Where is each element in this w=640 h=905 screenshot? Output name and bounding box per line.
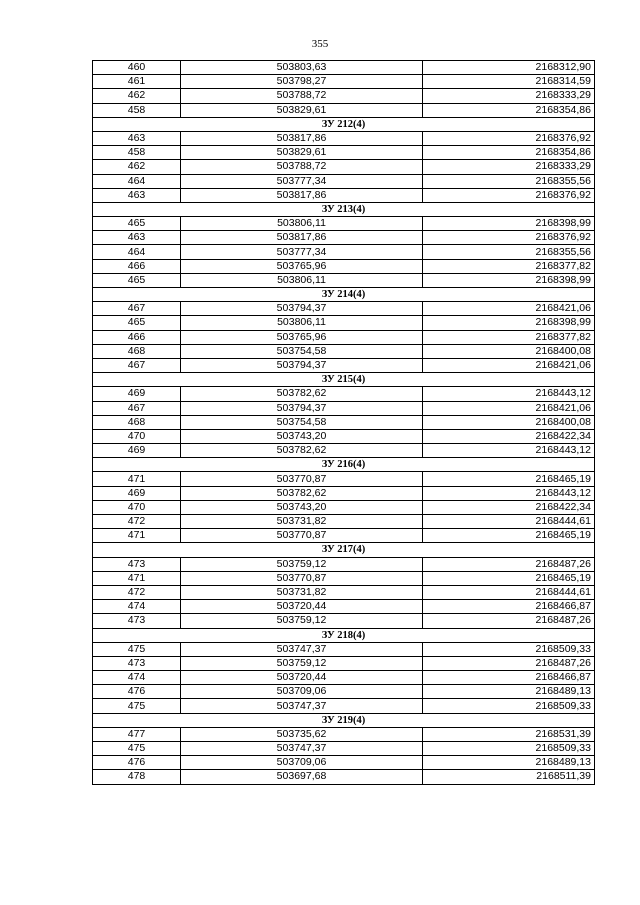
point-number-cell: 475 <box>93 699 181 713</box>
x-coordinate-cell: 503803,63 <box>181 61 423 75</box>
x-coordinate-cell: 503754,58 <box>181 415 423 429</box>
section-title: ЗУ 215(4) <box>93 373 595 387</box>
y-coordinate-cell: 2168466,87 <box>423 600 595 614</box>
x-coordinate-cell: 503788,72 <box>181 89 423 103</box>
x-coordinate-cell: 503765,96 <box>181 259 423 273</box>
section-title: ЗУ 219(4) <box>93 713 595 727</box>
point-number-cell: 458 <box>93 146 181 160</box>
x-coordinate-cell: 503806,11 <box>181 217 423 231</box>
table-row <box>93 174 595 188</box>
x-coordinate-cell: 503829,61 <box>181 103 423 117</box>
point-number-cell: 464 <box>93 245 181 259</box>
x-coordinate-cell: 503770,87 <box>181 571 423 585</box>
section-title: ЗУ 218(4) <box>93 628 595 642</box>
x-coordinate-cell: 503709,06 <box>181 685 423 699</box>
section-header-row <box>93 628 595 642</box>
section-header-row <box>93 373 595 387</box>
point-number-cell: 474 <box>93 671 181 685</box>
point-number-cell: 470 <box>93 500 181 514</box>
table-row <box>93 302 595 316</box>
y-coordinate-cell: 2168509,33 <box>423 742 595 756</box>
y-coordinate-cell: 2168421,06 <box>423 401 595 415</box>
x-coordinate-cell: 503754,58 <box>181 344 423 358</box>
point-number-cell: 467 <box>93 401 181 415</box>
x-coordinate-cell: 503770,87 <box>181 472 423 486</box>
point-number-cell: 477 <box>93 727 181 741</box>
point-number-cell: 461 <box>93 75 181 89</box>
section-header-row <box>93 288 595 302</box>
section-title: ЗУ 213(4) <box>93 202 595 216</box>
table-row <box>93 727 595 741</box>
y-coordinate-cell: 2168444,61 <box>423 515 595 529</box>
point-number-cell: 467 <box>93 358 181 372</box>
point-number-cell: 470 <box>93 429 181 443</box>
point-number-cell: 466 <box>93 330 181 344</box>
y-coordinate-cell: 2168314,59 <box>423 75 595 89</box>
y-coordinate-cell: 2168376,92 <box>423 188 595 202</box>
section-title: ЗУ 212(4) <box>93 117 595 131</box>
x-coordinate-cell: 503806,11 <box>181 273 423 287</box>
y-coordinate-cell: 2168487,26 <box>423 614 595 628</box>
section-title: ЗУ 214(4) <box>93 288 595 302</box>
point-number-cell: 462 <box>93 89 181 103</box>
x-coordinate-cell: 503697,68 <box>181 770 423 784</box>
table-row <box>93 557 595 571</box>
y-coordinate-cell: 2168509,33 <box>423 699 595 713</box>
x-coordinate-cell: 503747,37 <box>181 742 423 756</box>
table-row <box>93 103 595 117</box>
table-row <box>93 571 595 585</box>
point-number-cell: 458 <box>93 103 181 117</box>
y-coordinate-cell: 2168443,12 <box>423 486 595 500</box>
table-row <box>93 146 595 160</box>
y-coordinate-cell: 2168400,08 <box>423 415 595 429</box>
point-number-cell: 469 <box>93 387 181 401</box>
point-number-cell: 473 <box>93 557 181 571</box>
x-coordinate-cell: 503747,37 <box>181 642 423 656</box>
y-coordinate-cell: 2168333,29 <box>423 89 595 103</box>
x-coordinate-cell: 503788,72 <box>181 160 423 174</box>
x-coordinate-cell: 503817,86 <box>181 231 423 245</box>
x-coordinate-cell: 503806,11 <box>181 316 423 330</box>
point-number-cell: 473 <box>93 656 181 670</box>
point-number-cell: 460 <box>93 61 181 75</box>
point-number-cell: 471 <box>93 529 181 543</box>
table-row <box>93 429 595 443</box>
y-coordinate-cell: 2168398,99 <box>423 217 595 231</box>
y-coordinate-cell: 2168377,82 <box>423 330 595 344</box>
point-number-cell: 462 <box>93 160 181 174</box>
table-row <box>93 656 595 670</box>
table-row <box>93 529 595 543</box>
y-coordinate-cell: 2168398,99 <box>423 273 595 287</box>
point-number-cell: 467 <box>93 302 181 316</box>
y-coordinate-cell: 2168487,26 <box>423 557 595 571</box>
y-coordinate-cell: 2168398,99 <box>423 316 595 330</box>
table-row <box>93 742 595 756</box>
point-number-cell: 472 <box>93 515 181 529</box>
table-row <box>93 444 595 458</box>
table-row <box>93 515 595 529</box>
table-row <box>93 160 595 174</box>
section-header-row <box>93 543 595 557</box>
section-header-row <box>93 117 595 131</box>
table-row <box>93 131 595 145</box>
point-number-cell: 468 <box>93 344 181 358</box>
x-coordinate-cell: 503782,62 <box>181 486 423 500</box>
point-number-cell: 466 <box>93 259 181 273</box>
point-number-cell: 476 <box>93 685 181 699</box>
point-number-cell: 465 <box>93 316 181 330</box>
point-number-cell: 465 <box>93 217 181 231</box>
y-coordinate-cell: 2168444,61 <box>423 585 595 599</box>
table-row <box>93 89 595 103</box>
x-coordinate-cell: 503731,82 <box>181 585 423 599</box>
y-coordinate-cell: 2168354,86 <box>423 146 595 160</box>
table-row <box>93 500 595 514</box>
y-coordinate-cell: 2168465,19 <box>423 472 595 486</box>
x-coordinate-cell: 503794,37 <box>181 302 423 316</box>
table-row <box>93 472 595 486</box>
x-coordinate-cell: 503777,34 <box>181 245 423 259</box>
y-coordinate-cell: 2168422,34 <box>423 500 595 514</box>
table-row <box>93 245 595 259</box>
point-number-cell: 474 <box>93 600 181 614</box>
table-row <box>93 273 595 287</box>
table-row <box>93 756 595 770</box>
y-coordinate-cell: 2168489,13 <box>423 756 595 770</box>
y-coordinate-cell: 2168511,39 <box>423 770 595 784</box>
section-header-row <box>93 713 595 727</box>
y-coordinate-cell: 2168465,19 <box>423 571 595 585</box>
table-row <box>93 61 595 75</box>
y-coordinate-cell: 2168531,39 <box>423 727 595 741</box>
table-row <box>93 316 595 330</box>
y-coordinate-cell: 2168333,29 <box>423 160 595 174</box>
x-coordinate-cell: 503782,62 <box>181 444 423 458</box>
point-number-cell: 471 <box>93 571 181 585</box>
table-row <box>93 685 595 699</box>
point-number-cell: 469 <box>93 486 181 500</box>
table-row <box>93 770 595 784</box>
y-coordinate-cell: 2168466,87 <box>423 671 595 685</box>
y-coordinate-cell: 2168355,56 <box>423 174 595 188</box>
table-row <box>93 585 595 599</box>
section-header-row <box>93 202 595 216</box>
table-row <box>93 415 595 429</box>
point-number-cell: 475 <box>93 742 181 756</box>
coordinates-table <box>92 60 595 785</box>
x-coordinate-cell: 503794,37 <box>181 358 423 372</box>
point-number-cell: 468 <box>93 415 181 429</box>
point-number-cell: 475 <box>93 642 181 656</box>
x-coordinate-cell: 503817,86 <box>181 131 423 145</box>
y-coordinate-cell: 2168443,12 <box>423 387 595 401</box>
x-coordinate-cell: 503743,20 <box>181 500 423 514</box>
table-row <box>93 642 595 656</box>
point-number-cell: 471 <box>93 472 181 486</box>
table-row <box>93 401 595 415</box>
point-number-cell: 469 <box>93 444 181 458</box>
table-row <box>93 486 595 500</box>
table-row <box>93 330 595 344</box>
table-row <box>93 231 595 245</box>
y-coordinate-cell: 2168421,06 <box>423 358 595 372</box>
table-row <box>93 188 595 202</box>
x-coordinate-cell: 503817,86 <box>181 188 423 202</box>
x-coordinate-cell: 503759,12 <box>181 656 423 670</box>
x-coordinate-cell: 503747,37 <box>181 699 423 713</box>
table-row <box>93 344 595 358</box>
table-row <box>93 614 595 628</box>
point-number-cell: 478 <box>93 770 181 784</box>
y-coordinate-cell: 2168509,33 <box>423 642 595 656</box>
point-number-cell: 463 <box>93 188 181 202</box>
table-row <box>93 259 595 273</box>
point-number-cell: 464 <box>93 174 181 188</box>
point-number-cell: 472 <box>93 585 181 599</box>
y-coordinate-cell: 2168489,13 <box>423 685 595 699</box>
x-coordinate-cell: 503735,62 <box>181 727 423 741</box>
table-row <box>93 699 595 713</box>
point-number-cell: 476 <box>93 756 181 770</box>
x-coordinate-cell: 503798,27 <box>181 75 423 89</box>
point-number-cell: 473 <box>93 614 181 628</box>
x-coordinate-cell: 503743,20 <box>181 429 423 443</box>
table-row <box>93 217 595 231</box>
x-coordinate-cell: 503770,87 <box>181 529 423 543</box>
y-coordinate-cell: 2168376,92 <box>423 131 595 145</box>
y-coordinate-cell: 2168443,12 <box>423 444 595 458</box>
point-number-cell: 465 <box>93 273 181 287</box>
section-title: ЗУ 217(4) <box>93 543 595 557</box>
y-coordinate-cell: 2168376,92 <box>423 231 595 245</box>
y-coordinate-cell: 2168465,19 <box>423 529 595 543</box>
x-coordinate-cell: 503777,34 <box>181 174 423 188</box>
y-coordinate-cell: 2168377,82 <box>423 259 595 273</box>
section-header-row <box>93 458 595 472</box>
x-coordinate-cell: 503759,12 <box>181 557 423 571</box>
coordinates-table-body <box>93 61 595 785</box>
y-coordinate-cell: 2168400,08 <box>423 344 595 358</box>
table-row <box>93 75 595 89</box>
page-number: 355 <box>311 38 329 50</box>
table-row <box>93 387 595 401</box>
x-coordinate-cell: 503765,96 <box>181 330 423 344</box>
y-coordinate-cell: 2168354,86 <box>423 103 595 117</box>
x-coordinate-cell: 503720,44 <box>181 600 423 614</box>
x-coordinate-cell: 503759,12 <box>181 614 423 628</box>
table-row <box>93 600 595 614</box>
y-coordinate-cell: 2168487,26 <box>423 656 595 670</box>
y-coordinate-cell: 2168421,06 <box>423 302 595 316</box>
point-number-cell: 463 <box>93 231 181 245</box>
table-row <box>93 671 595 685</box>
x-coordinate-cell: 503782,62 <box>181 387 423 401</box>
x-coordinate-cell: 503709,06 <box>181 756 423 770</box>
x-coordinate-cell: 503731,82 <box>181 515 423 529</box>
section-title: ЗУ 216(4) <box>93 458 595 472</box>
y-coordinate-cell: 2168312,90 <box>423 61 595 75</box>
point-number-cell: 463 <box>93 131 181 145</box>
x-coordinate-cell: 503829,61 <box>181 146 423 160</box>
table-row <box>93 358 595 372</box>
x-coordinate-cell: 503720,44 <box>181 671 423 685</box>
y-coordinate-cell: 2168422,34 <box>423 429 595 443</box>
y-coordinate-cell: 2168355,56 <box>423 245 595 259</box>
x-coordinate-cell: 503794,37 <box>181 401 423 415</box>
